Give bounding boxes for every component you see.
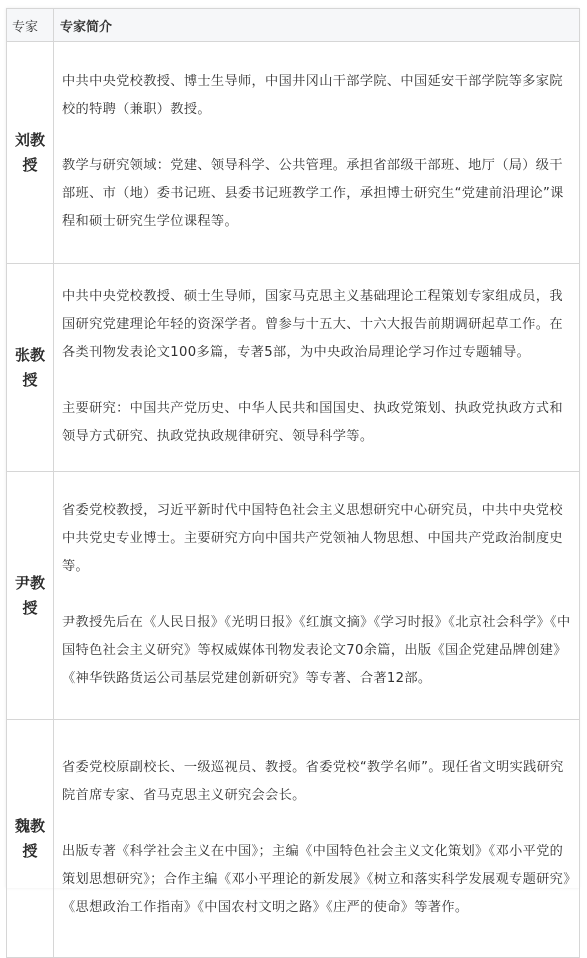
expert-intro	[54, 720, 580, 958]
intro-paragraph: 尹教授先后在《人民日报》《光明日报》《红旗文摘》《学习时报》《北京社会科学》《中国特色社会主义研究》等权威媒体刊物发表论文70余篇，出版《国企党建品牌创建》《神华铁路货运公司基层党建创新研究》等专著、合著12部。	[62, 614, 571, 686]
expert-name: 尹教授	[7, 472, 54, 720]
table-row	[7, 42, 580, 264]
intro-paragraph: 省委党校教授，习近平新时代中国特色社会主义思想研究中心研究员，中共中央党校中共党史专业博士。主要研究方向中国共产党领袖人物思想、中国共产党政治制度史等。	[62, 502, 563, 574]
expert-name: 刘教授	[7, 42, 54, 264]
intro-paragraph: 主要研究：中国共产党历史、中华人民共和国国史、执政党策划、执政党执政方式和领导方式研究、执政党执政规律研究、领导科学等。	[62, 400, 563, 444]
intro-paragraph: 省委党校原副校长、一级巡视员、教授。省委党校“教学名师”。现任省文明实践研究院首席专家、省马克思主义研究会会长。	[62, 759, 564, 803]
intro-paragraph: 中共中央党校教授、硕士生导师，国家马克思主义基础理论工程策划专家组成员，我国研究党建理论年轻的资深学者。曾参与十五大、十六大报告前期调研起草工作。在各类刊物发表论文100多篇，专著5部，为中央政治局理论学习作过专题辅导。	[62, 288, 563, 360]
expert-intro	[54, 472, 580, 720]
header-expert: 专家	[7, 9, 54, 42]
intro-paragraph: 出版专著《科学社会主义在中国》；主编《中国特色社会主义文化策划》《邓小平党的策划思想研究》；合作主编《邓小平理论的新发展》《树立和落实科学发展观专题研究》《思想政治工作指南》《中国农村文明之路》《庄严的使命》等著作。	[62, 843, 571, 915]
intro-paragraph: 中共中央党校教授、博士生导师，中国井冈山干部学院、中国延安干部学院等多家院校的特聘（兼职）教授。	[62, 73, 563, 117]
table-row	[7, 264, 580, 472]
header-expert-intro: 专家简介	[54, 9, 580, 42]
expert-intro	[54, 264, 580, 472]
intro-paragraph: 教学与研究领域：党建、领导科学、公共管理。承担省部级干部班、地厅（局）级干部班、市（地）委书记班、县委书记班教学工作，承担博士研究生“党建前沿理论”课程和硕士研究生学位课程等。	[62, 157, 564, 229]
table-row	[7, 472, 580, 720]
expert-name: 魏教授	[7, 720, 54, 958]
expert-intro	[54, 42, 580, 264]
table-row	[7, 720, 580, 958]
table-header-row	[7, 9, 580, 42]
expert-table	[6, 8, 580, 958]
expert-name: 张教授	[7, 264, 54, 472]
